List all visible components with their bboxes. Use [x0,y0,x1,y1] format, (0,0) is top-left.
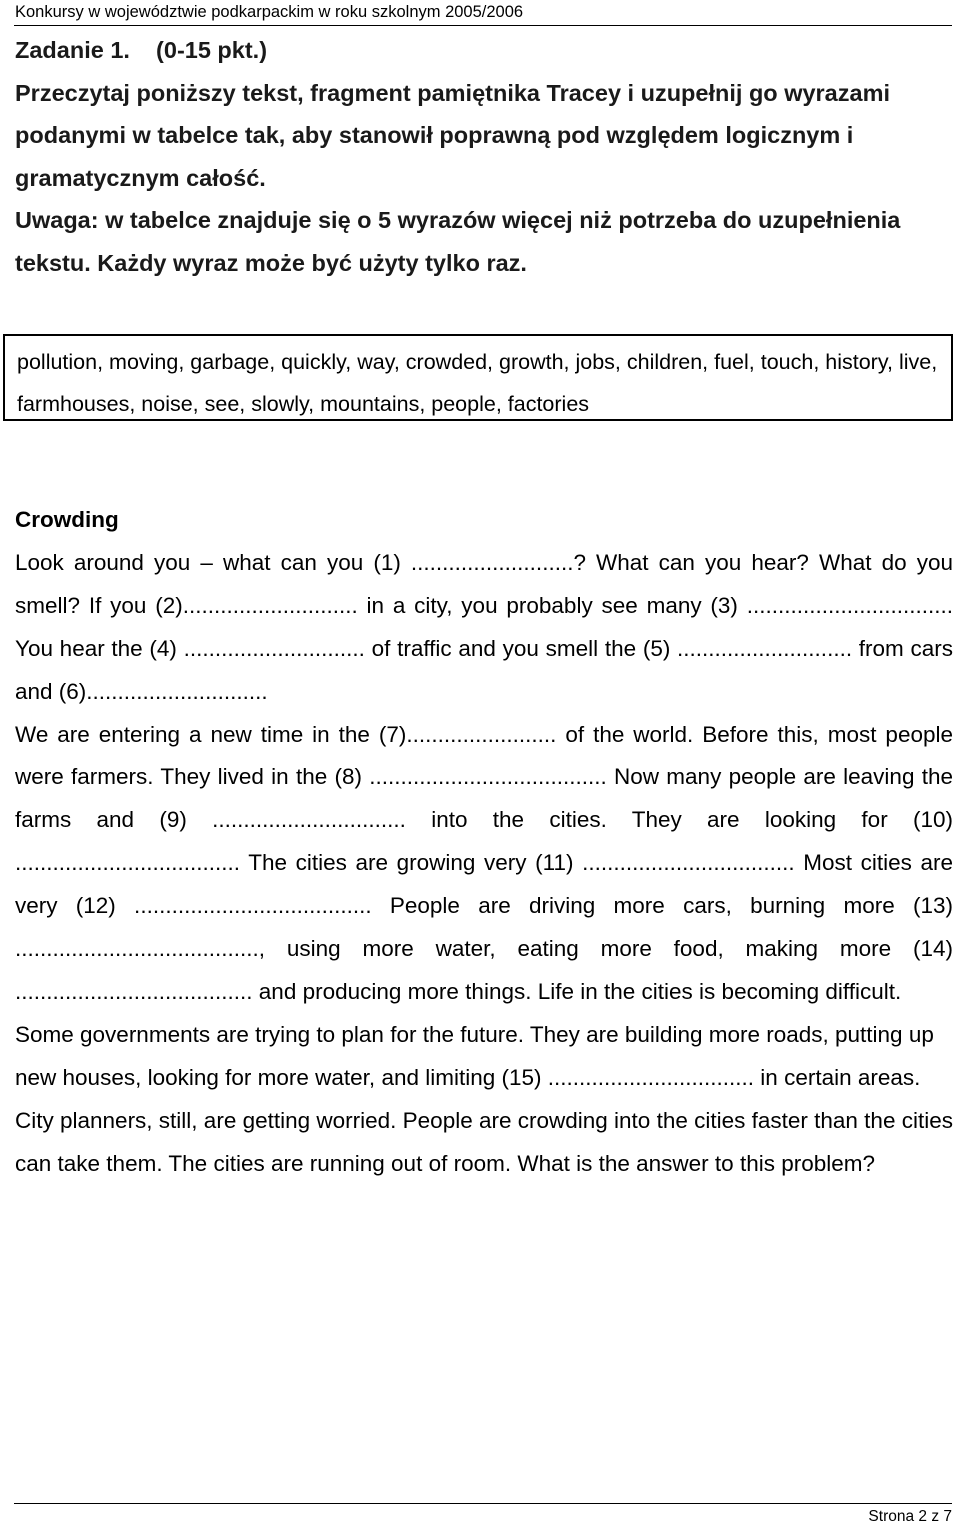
story-paragraph-1: Look around you – what can you (1) ..........................? What can you hear? What do you smell? If you (2)............................ in a city, you probably see many (3) ................................. You hear the (4) ............................. of traffic and you smell the (5) ............................ from cars and (6)............................. [15,549,953,704]
task-section [15,29,953,285]
page-header: Konkursy w województwie podkarpackim w roku szkolnym 2005/2006 [15,3,524,21]
footer-divider [14,1503,952,1504]
story-paragraph-3: Some governments are trying to plan for the future. They are building more roads, putting up new houses, looking for more water, and limiting (15) ................................. in certain areas. City planners, still, are getting worried. People are crowding into the cities faster than the cities can take them. The cities are running out of room. What is the answer to this problem? [15,1021,953,1176]
task-note: Uwaga: w tabelce znajduje się o 5 wyrazów więcej niż potrzeba do uzupełnienia tekstu. Każdy wyraz może być użyty tylko raz. [15,207,901,276]
word-bank-box [3,334,953,421]
header-divider [14,25,952,26]
story-paragraph-2: We are entering a new time in the (7)........................ of the world. Before this, most people were farmers. They lived in the (8) ...................................... Now many people are leaving the farms and (9) ............................... into the cities. They are looking for (10) .................................... The cities are growing very (11) .................................. Most cities are very (12) ...................................... People are driving more cars, burning more (13) ......................................., using more water, eating more food, making more (14) ...................................... and producing more things. Life in the cities is becoming difficult. [15,721,953,1004]
story-title: Crowding [15,507,119,532]
task-instruction: Przeczytaj poniższy tekst, fragment pamiętnika Tracey i uzupełnij go wyrazami podanymi w tabelce tak, aby stanowił poprawną pod względem logicznym i gramatycznym całość. [15,79,890,191]
page-number: Strona 2 z 7 [868,1508,952,1525]
word-bank-text: pollution, moving, garbage, quickly, way, crowded, growth, jobs, children, fuel, touch, history, live, farmhouses, noise, see, slowly, mountains, people, factories [17,350,938,416]
story-text [15,499,953,1186]
task-title: Zadanie 1. (0-15 pkt.) [15,37,268,63]
